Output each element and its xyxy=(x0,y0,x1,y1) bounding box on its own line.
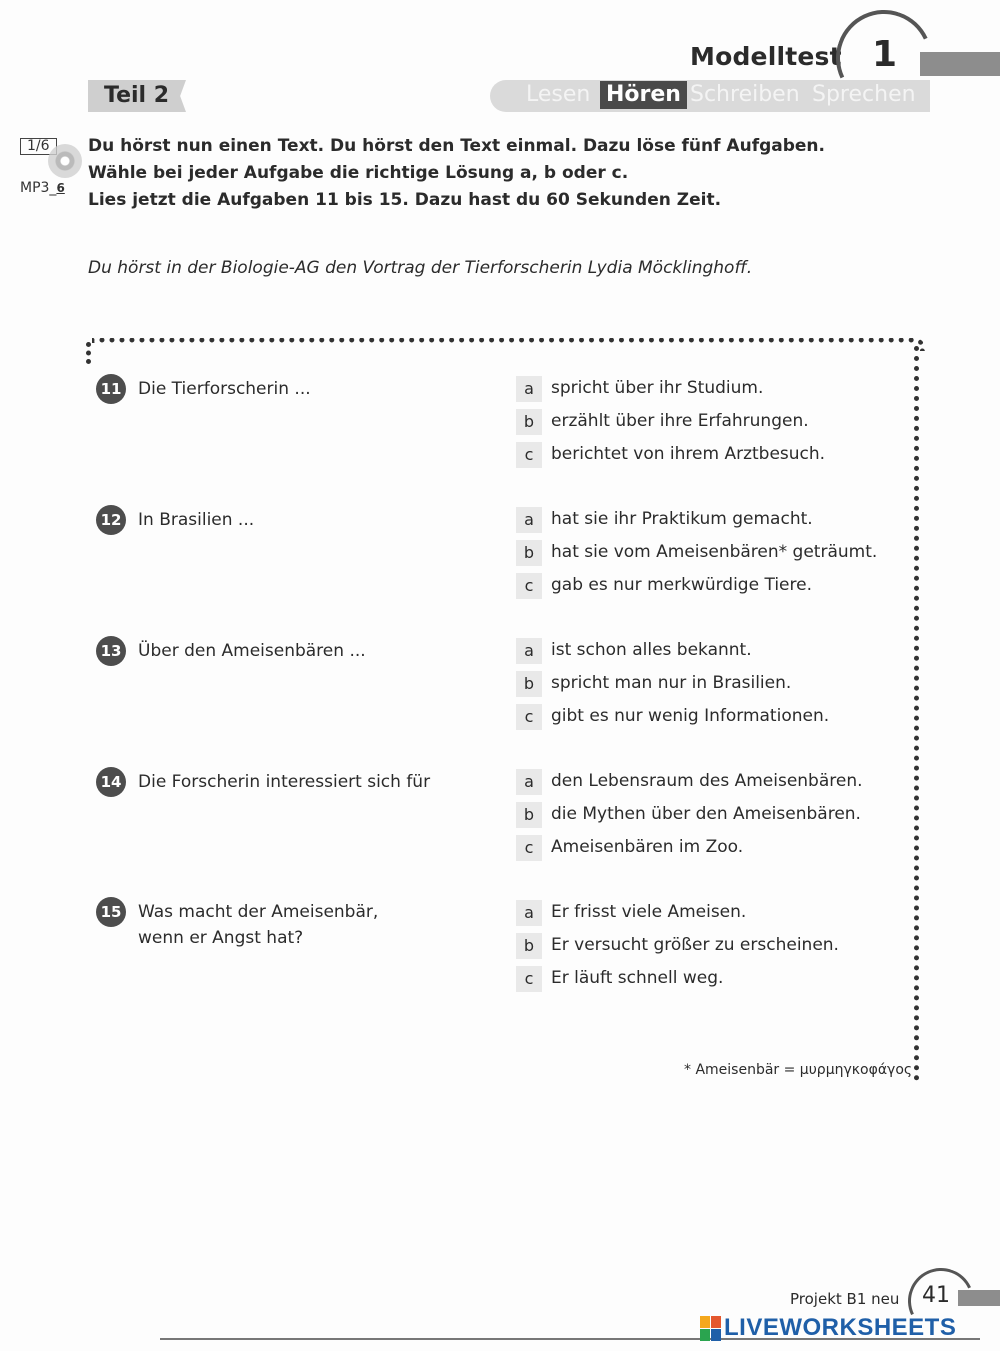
teil-label: Teil 2 xyxy=(104,83,170,108)
option-text-14b[interactable]: die Mythen über den Ameisenbären. xyxy=(551,804,861,824)
option-letter-11a[interactable]: a xyxy=(516,376,542,402)
dotted-frame-right xyxy=(914,346,919,1081)
question-number-15: 15 xyxy=(96,897,126,927)
option-letter-12b[interactable]: b xyxy=(516,540,542,566)
footer-accent-bar xyxy=(958,1290,1000,1306)
question-text-12: In Brasilien ... xyxy=(138,510,255,530)
skill-schreiben: Schreiben xyxy=(690,82,800,107)
modelltest-title: Modelltest xyxy=(690,42,842,71)
option-text-11b[interactable]: erzählt über ihre Erfahrungen. xyxy=(551,411,809,431)
option-letter-12a[interactable]: a xyxy=(516,507,542,533)
skill-lesen: Lesen xyxy=(526,82,591,107)
option-letter-14c[interactable]: c xyxy=(516,835,542,861)
option-text-12a[interactable]: hat sie ihr Praktikum gemacht. xyxy=(551,509,813,529)
question-number-12: 12 xyxy=(96,505,126,535)
option-letter-12c[interactable]: c xyxy=(516,573,542,599)
header-accent-bar xyxy=(920,52,1000,76)
question-text-13: Über den Ameisenbären ... xyxy=(138,641,366,661)
dotted-frame-left xyxy=(86,342,91,364)
skill-sprechen: Sprechen xyxy=(812,82,916,107)
option-letter-15b[interactable]: b xyxy=(516,933,542,959)
question-text-11: Die Tierforscherin ... xyxy=(138,379,311,399)
option-text-15a[interactable]: Er frisst viele Ameisen. xyxy=(551,902,747,922)
question-number-13: 13 xyxy=(96,636,126,666)
skill-hoeren-active: Hören xyxy=(600,81,687,109)
option-text-14a[interactable]: den Lebensraum des Ameisenbären. xyxy=(551,771,863,791)
instruction-line-3: Lies jetzt die Aufgaben 11 bis 15. Dazu hast du 60 Sekunden Zeit. xyxy=(88,190,722,210)
option-letter-13b[interactable]: b xyxy=(516,671,542,697)
question-number-14: 14 xyxy=(96,767,126,797)
option-text-13b[interactable]: spricht man nur in Brasilien. xyxy=(551,673,792,693)
cd-icon xyxy=(48,144,82,178)
dotted-frame-top xyxy=(92,338,925,351)
mp3-label xyxy=(20,180,65,196)
option-letter-15a[interactable]: a xyxy=(516,900,542,926)
book-title: Projekt B1 neu xyxy=(790,1290,900,1308)
option-text-14c[interactable]: Ameisenbären im Zoo. xyxy=(551,837,744,857)
mp3-prefix: MP3_ xyxy=(20,180,57,196)
option-text-15c[interactable]: Er läuft schnell weg. xyxy=(551,968,724,988)
option-letter-14a[interactable]: a xyxy=(516,769,542,795)
option-text-13c[interactable]: gibt es nur wenig Informationen. xyxy=(551,706,830,726)
question-text-15-line-1: Was macht der Ameisenbär, xyxy=(138,902,379,922)
question-number-11: 11 xyxy=(96,374,126,404)
page-number: 41 xyxy=(922,1283,950,1308)
option-text-11a[interactable]: spricht über ihr Studium. xyxy=(551,378,764,398)
option-text-11c[interactable]: berichtet von ihrem Arztbesuch. xyxy=(551,444,826,464)
option-letter-11b[interactable]: b xyxy=(516,409,542,435)
instruction-line-1: Du hörst nun einen Text. Du hörst den Text einmal. Dazu löse fünf Aufgaben. xyxy=(88,136,825,156)
liveworksheets-logo-icon xyxy=(700,1316,722,1342)
instruction-line-2: Wähle bei jeder Aufgabe die richtige Lösung a, b oder c. xyxy=(88,163,629,183)
option-text-12b[interactable]: hat sie vom Ameisenbären* geträumt. xyxy=(551,542,878,562)
question-text-15-line-2: wenn er Angst hat? xyxy=(138,928,304,948)
option-letter-11c[interactable]: c xyxy=(516,442,542,468)
option-letter-14b[interactable]: b xyxy=(516,802,542,828)
audio-track-number: 1/6 xyxy=(20,138,57,155)
option-text-15b[interactable]: Er versucht größer zu erscheinen. xyxy=(551,935,839,955)
option-letter-15c[interactable]: c xyxy=(516,966,542,992)
situation-text: Du hörst in der Biologie-AG den Vortrag der Tierforscherin Lydia Möcklinghoff. xyxy=(88,258,753,278)
liveworksheets-watermark: LIVEWORKSHEETS xyxy=(724,1314,957,1341)
option-text-13a[interactable]: ist schon alles bekannt. xyxy=(551,640,752,660)
question-text-14: Die Forscherin interessiert sich für xyxy=(138,772,431,792)
footnote: * Ameisenbär = μυρμηγκοφάγος xyxy=(684,1062,913,1078)
option-text-12c[interactable]: gab es nur merkwürdige Tiere. xyxy=(551,575,812,595)
mp3-number: 6 xyxy=(56,181,65,195)
modelltest-number: 1 xyxy=(872,34,898,75)
option-letter-13a[interactable]: a xyxy=(516,638,542,664)
option-letter-13c[interactable]: c xyxy=(516,704,542,730)
